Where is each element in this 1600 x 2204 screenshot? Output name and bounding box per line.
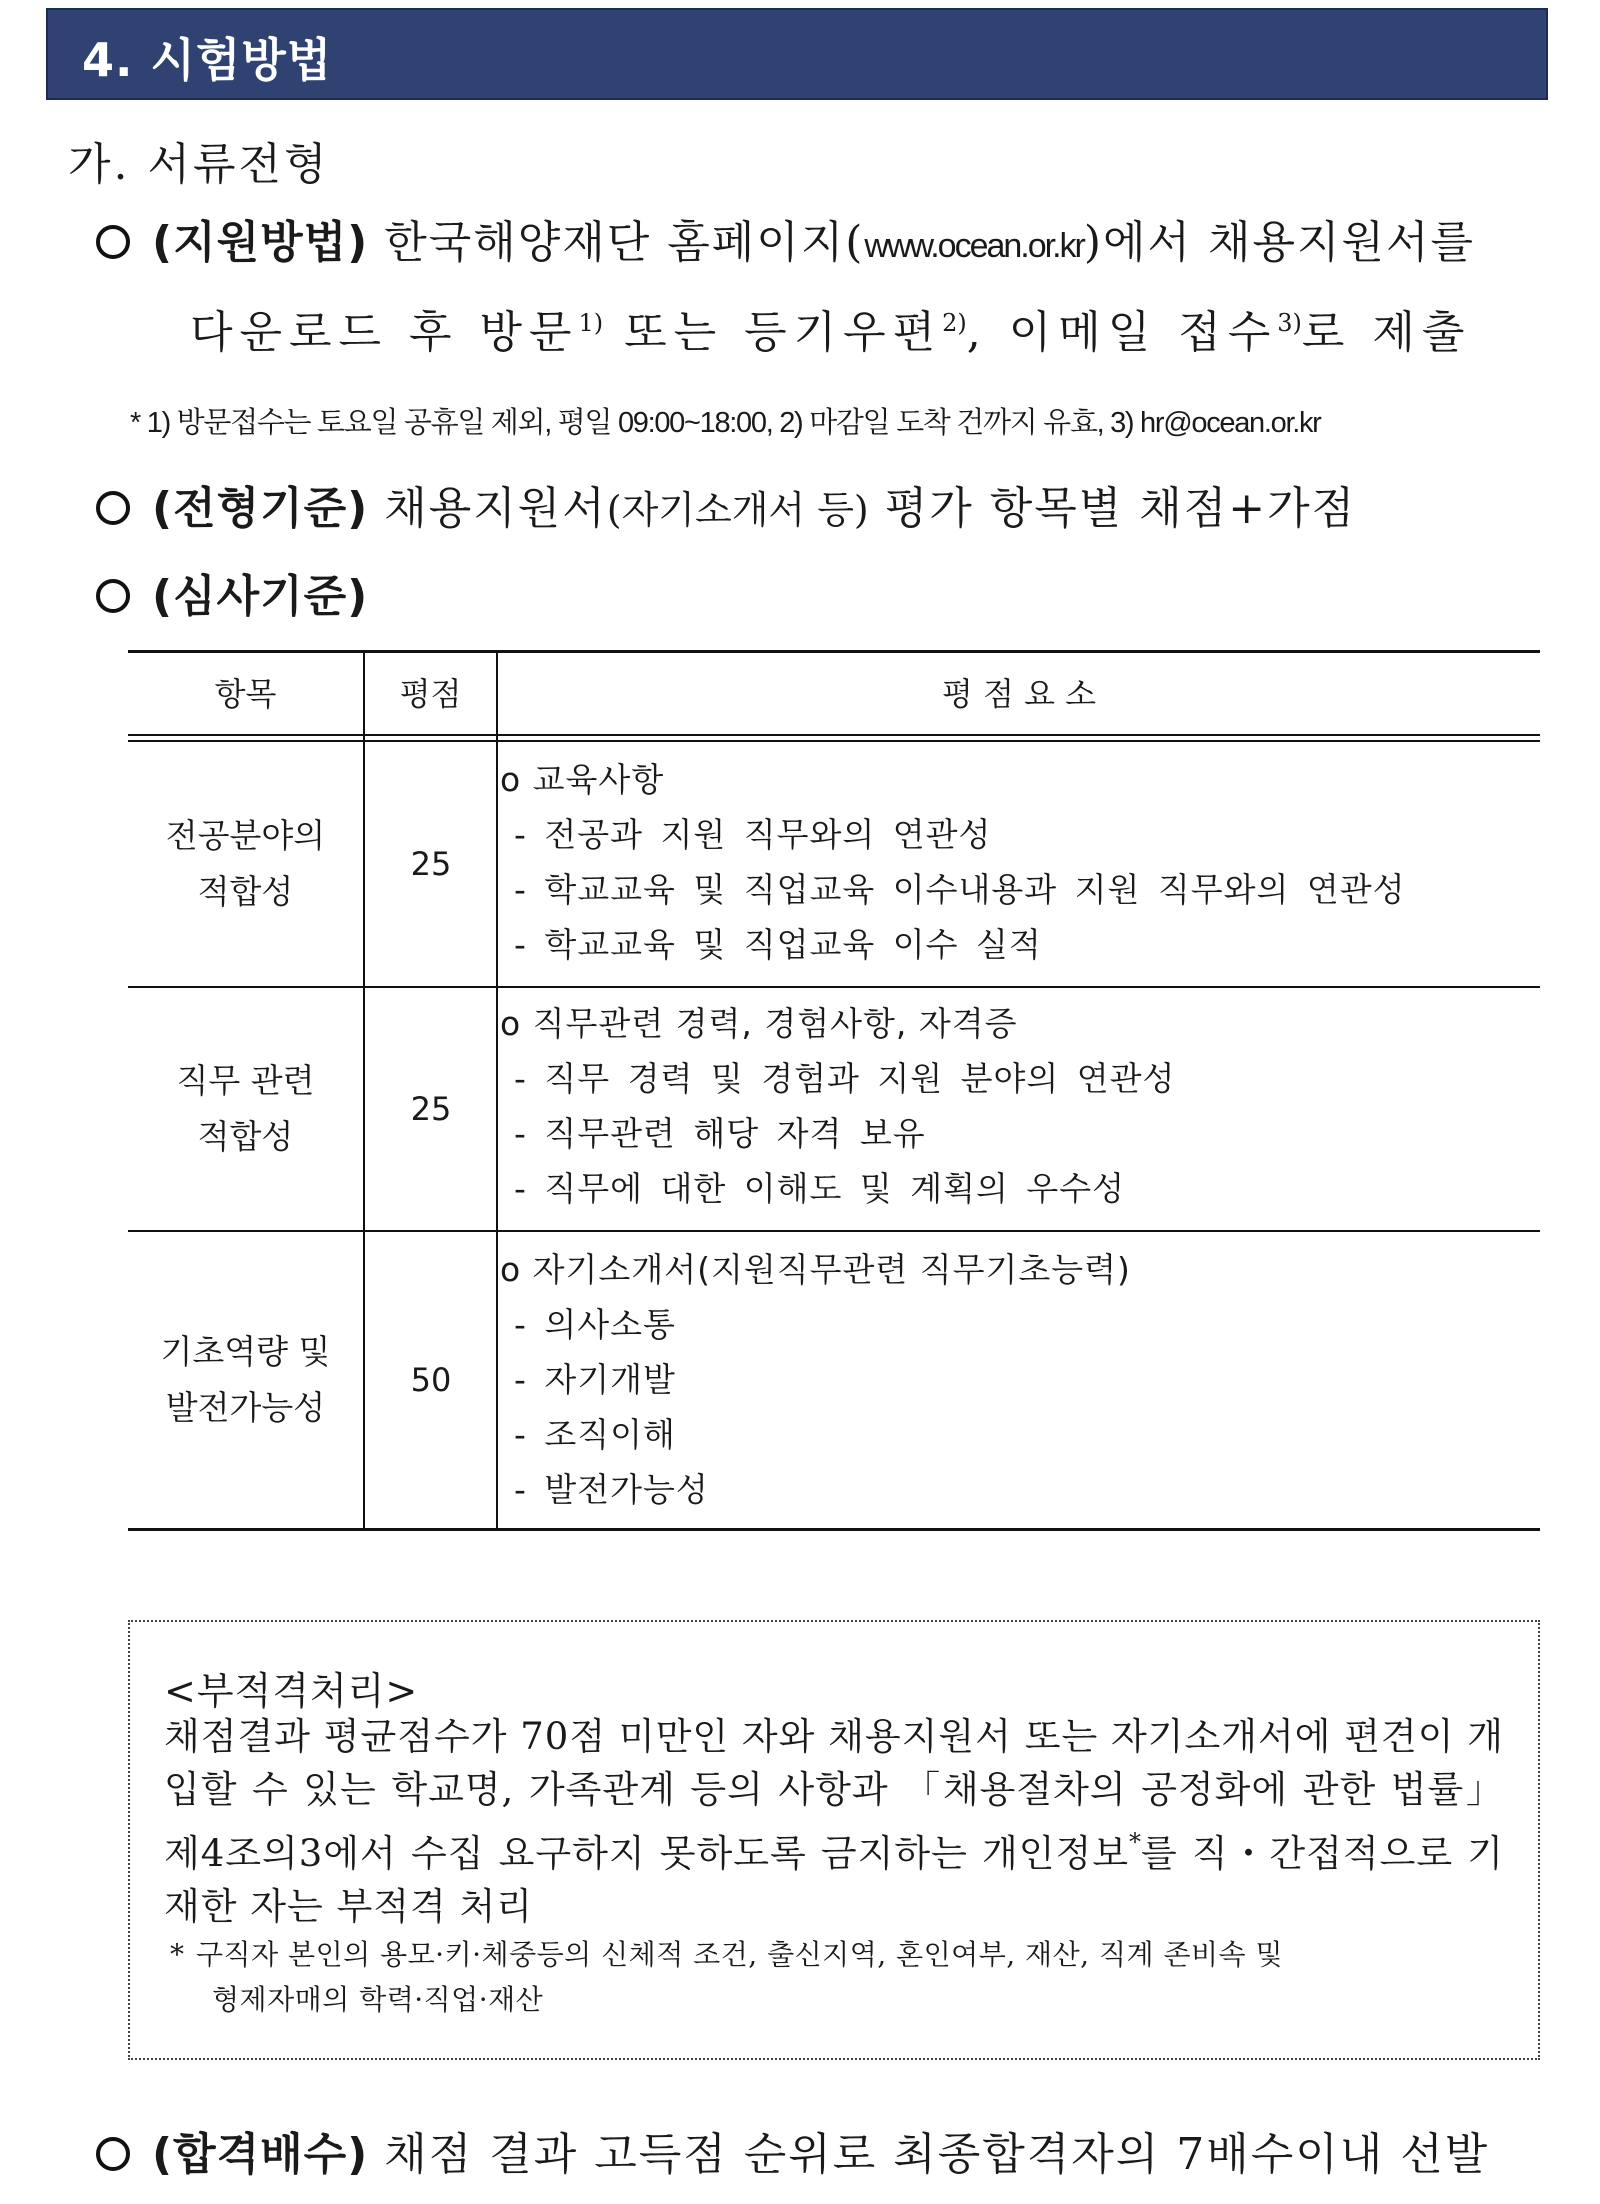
table-row-score: 25 xyxy=(410,845,452,883)
disqualification-text-b: 를 직・간접적으로 기재한 자는 부적격 처리 xyxy=(164,1832,1505,1928)
item-line: 기초역량 및 xyxy=(160,1332,331,1371)
element-heading: o 직무관련 경력, 경험사항, 자격증 xyxy=(500,1004,1018,1043)
header-item: 항목 xyxy=(214,675,277,713)
item-line: 직무 관련 xyxy=(176,1061,315,1100)
method-text-a: 한국해양재단 홈페이지( xyxy=(368,217,865,268)
criteria-bullet xyxy=(96,472,1356,536)
element-item: - 자기개발 xyxy=(514,1360,676,1399)
element-item: - 의사소통 xyxy=(514,1305,676,1344)
method-line2-a: 다운로드 후 방문 xyxy=(190,307,579,358)
header-elements: 평 점 요 소 xyxy=(941,675,1097,713)
website-url: www.ocean.or.kr xyxy=(864,227,1084,265)
section-title: 4. 시험방법 xyxy=(82,33,333,87)
disqualification-title: <부적격처리> xyxy=(164,1669,419,1713)
element-heading: o 교육사항 xyxy=(500,760,665,799)
note-line: 구직자 본인의 용모·키·체중등의 신체적 조건, 출신지역, 혼인여부, 재산, 직계 존비속 및 xyxy=(196,1938,1284,1971)
subsection-title: 가. 서류전형 xyxy=(68,139,330,190)
criteria-text-b: 평가 항목별 채점+가점 xyxy=(868,483,1357,534)
pass-multiple-bullet xyxy=(96,2118,1489,2182)
circle-bullet-icon xyxy=(96,491,130,525)
element-item: - 직무 경력 및 경험과 지원 분야의 연관성 xyxy=(514,1059,1176,1098)
table-bottom-rule xyxy=(128,1528,1540,1531)
table-row-elements xyxy=(500,996,1540,1216)
method-tag: (지원방법) xyxy=(152,217,369,268)
criteria-paren: (자기소개서 등) xyxy=(606,488,869,532)
table-row-item xyxy=(128,988,363,1230)
method-line2-c: , 이메일 접수 xyxy=(966,307,1278,358)
note-star: * xyxy=(170,1938,185,1971)
pass-multiple-text: 채점 결과 고득점 순위로 최종합격자의 7배수이내 선발 xyxy=(368,2129,1490,2180)
table-row-elements xyxy=(500,752,1540,972)
criteria-tag: (전형기준) xyxy=(152,483,369,534)
table-row-score: 25 xyxy=(410,1090,452,1128)
footnote-ref-3: 3) xyxy=(1277,309,1302,337)
method-line2 xyxy=(190,296,1471,360)
table-header-rule xyxy=(128,734,1540,736)
footnote-ref-1: 1) xyxy=(578,309,604,337)
review-bullet xyxy=(96,560,368,624)
element-item: - 직무관련 해당 자격 보유 xyxy=(514,1114,926,1153)
circle-bullet-icon xyxy=(96,579,130,613)
disqualification-footnote-ref: * xyxy=(1128,1828,1141,1856)
item-line: 발전가능성 xyxy=(165,1388,326,1427)
table-row-score: 50 xyxy=(410,1361,452,1399)
element-item: - 학교교육 및 직업교육 이수내용과 지원 직무와의 연관성 xyxy=(514,870,1406,909)
method-bullet xyxy=(96,206,1475,270)
element-item: - 조직이해 xyxy=(514,1415,676,1454)
circle-bullet-icon xyxy=(96,2137,130,2171)
table-row-item xyxy=(128,742,363,986)
table-row-elements xyxy=(500,1242,1540,1517)
header-score: 평점 xyxy=(399,675,462,713)
criteria-text-a: 채용지원서 xyxy=(368,483,607,534)
method-line2-b: 또는 등기우편 xyxy=(603,307,943,358)
disqualification-box xyxy=(128,1620,1540,2060)
element-item: - 학교교육 및 직업교육 이수 실적 xyxy=(514,925,1042,964)
element-item: - 직무에 대한 이해도 및 계획의 우수성 xyxy=(514,1169,1126,1208)
footnote-ref-2: 2) xyxy=(942,309,967,337)
review-tag: (심사기준) xyxy=(152,571,369,622)
disqualification-body xyxy=(164,1710,1504,1933)
method-text-b: )에서 채용지원서를 xyxy=(1083,217,1476,268)
disqualification-note xyxy=(170,1932,1510,2022)
circle-bullet-icon xyxy=(96,225,130,259)
section-header-bar xyxy=(46,8,1548,100)
item-line: 전공분야의 xyxy=(165,816,326,855)
disqualification-text-a: 채점결과 평균점수가 70점 미만인 자와 채용지원서 또는 자기소개서에 편견이 개입할 수 있는 학교명, 가족관계 등의 사항과 「채용절차의 공정화에 관한 법률」제4조의3에서 수집 요구하지 못하도록 금지하는 개인정보 xyxy=(164,1715,1504,1875)
item-line: 적합성 xyxy=(197,1117,294,1156)
pass-multiple-tag: (합격배수) xyxy=(152,2129,369,2180)
note-line: 형제자매의 학력·직업·재산 xyxy=(212,1983,544,2016)
method-footnote: * 1) 방문접수는 토요일 공휴일 제외, 평일 09:00~18:00, 2) 마감일 도착 건까지 유효, 3) hr@ocean.or.kr xyxy=(130,407,1321,439)
table-row-item xyxy=(128,1232,363,1528)
item-line: 적합성 xyxy=(197,872,294,911)
method-line2-d: 로 제출 xyxy=(1301,307,1472,358)
element-item: - 전공과 지원 직무와의 연관성 xyxy=(514,815,992,854)
element-item: - 발전가능성 xyxy=(514,1470,709,1509)
element-heading: o 자기소개서(지원직무관련 직무기초능력) xyxy=(500,1250,1131,1289)
